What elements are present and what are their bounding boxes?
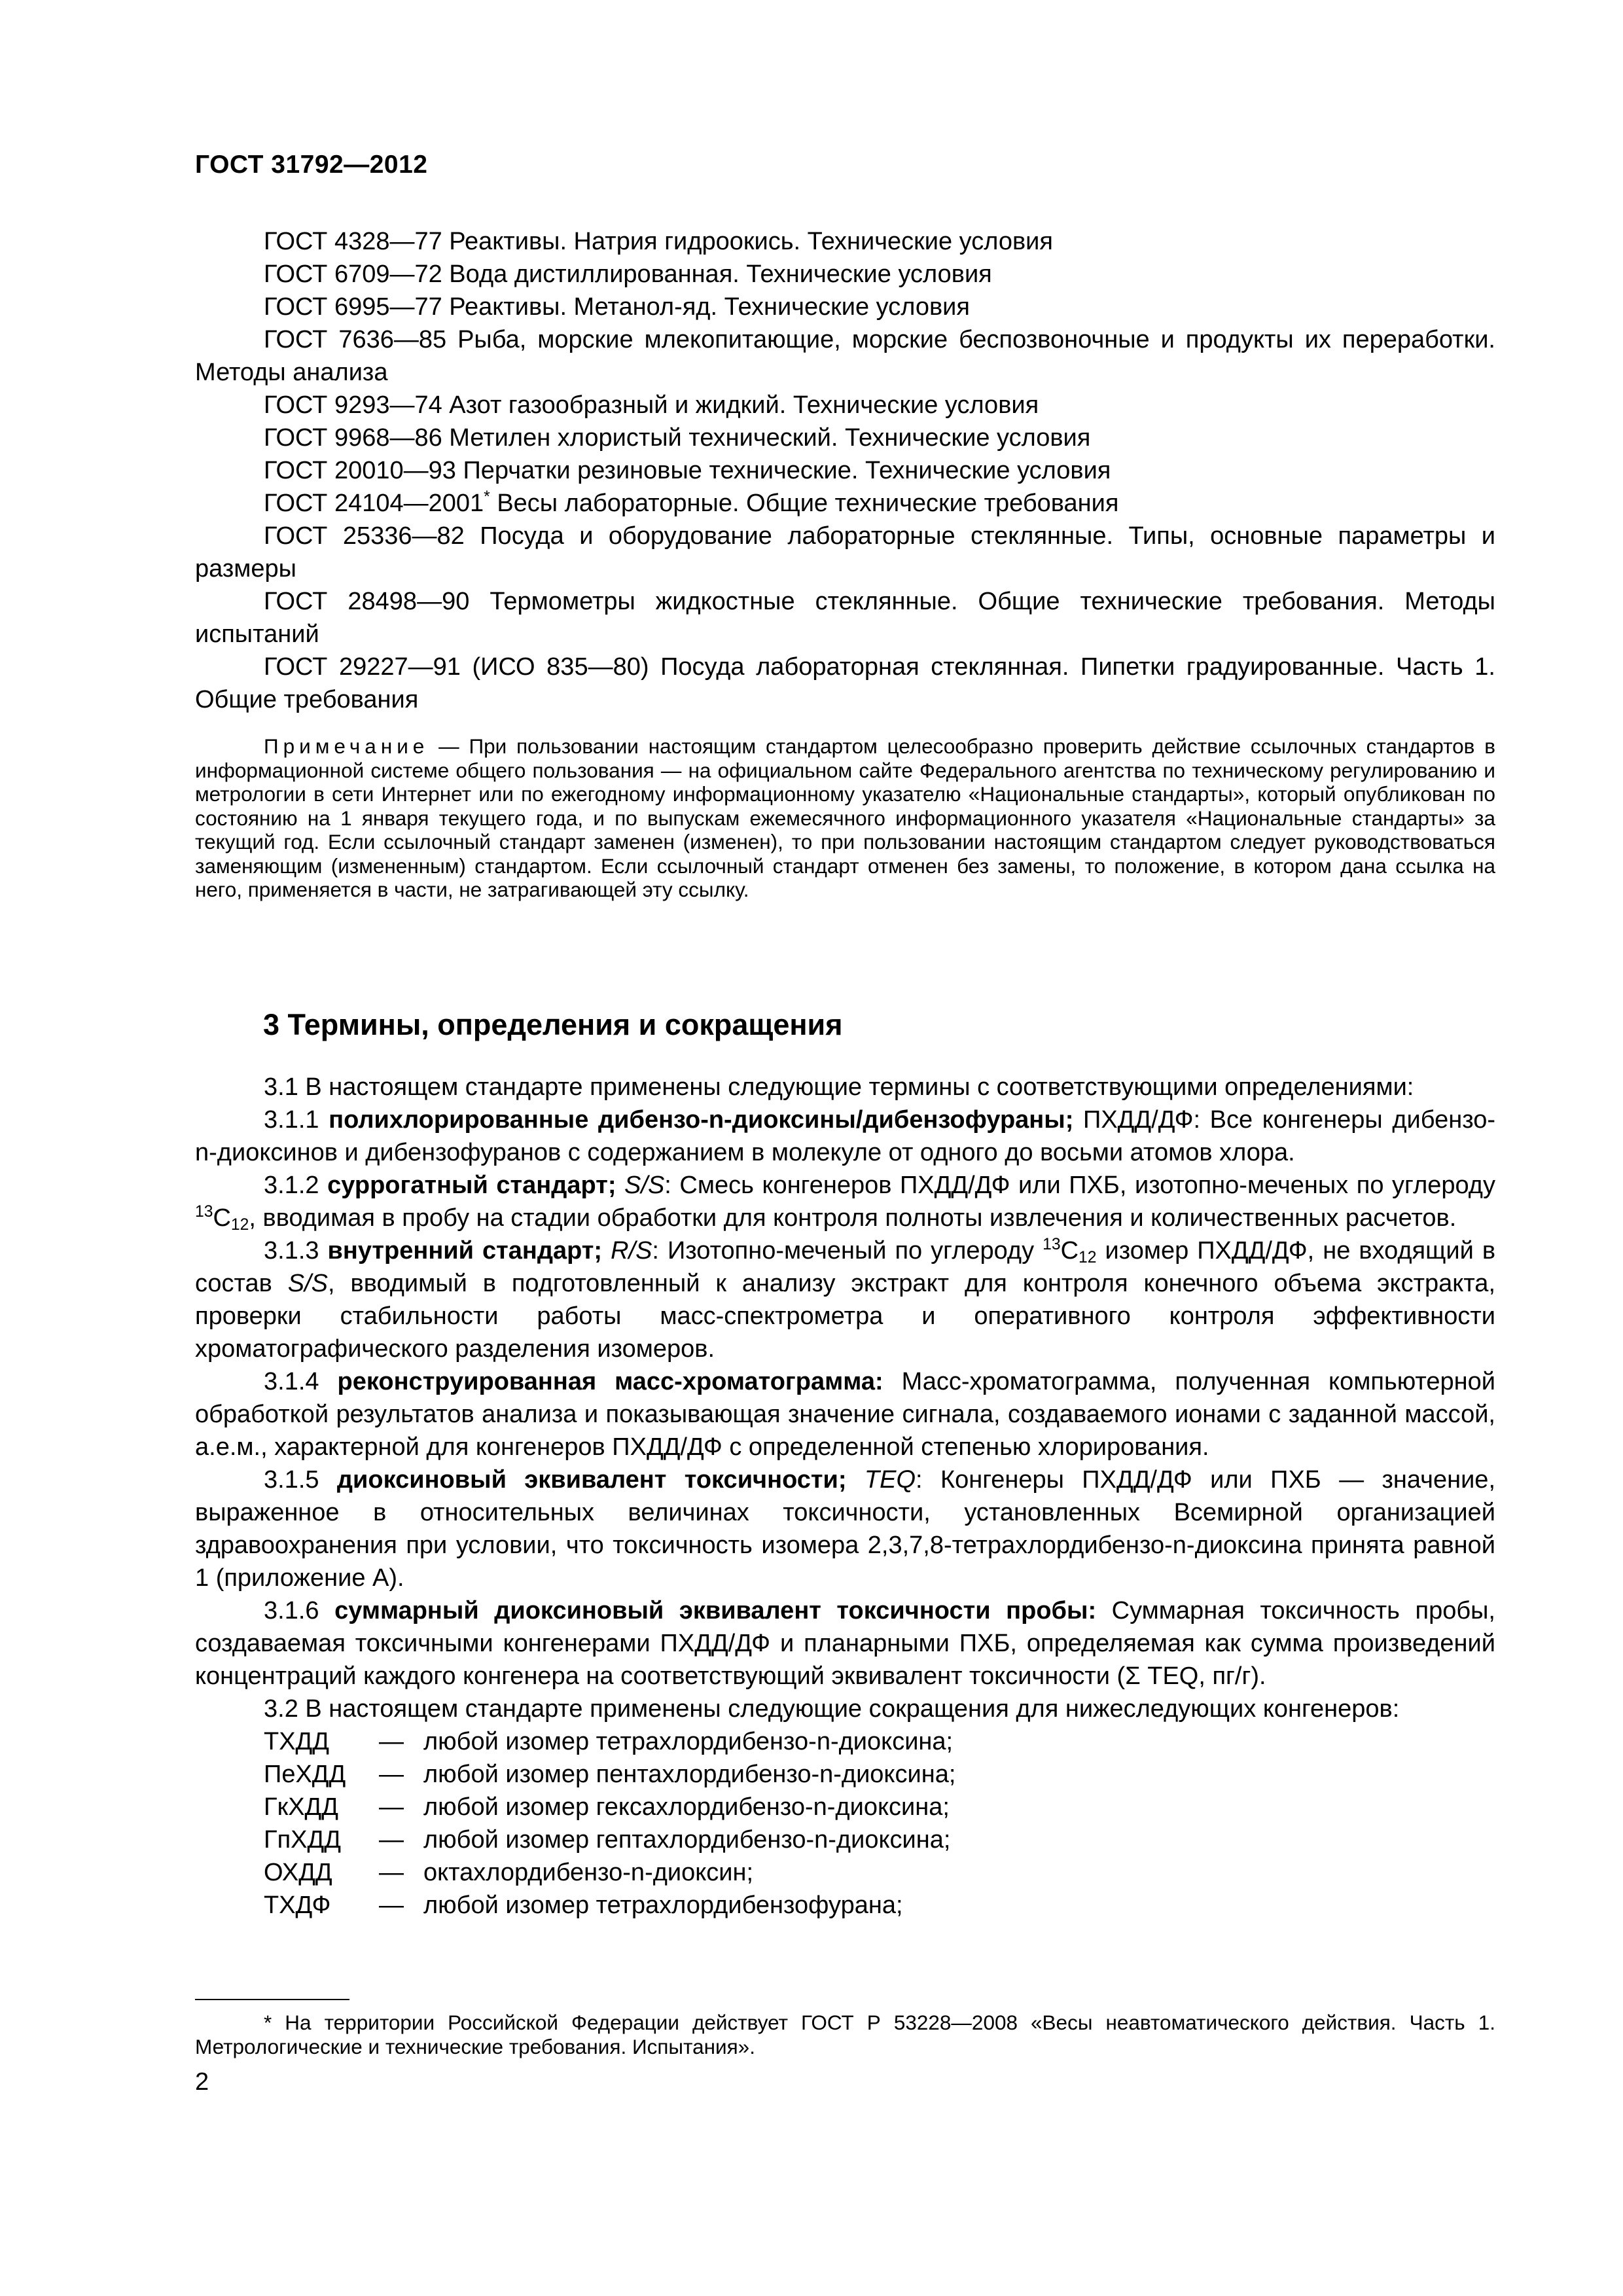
isotope-element: C	[213, 1204, 231, 1232]
abbreviation-meaning: любой изомер тетрахлордибензофурана;	[423, 1892, 903, 1919]
abbreviation-dash: —	[379, 1728, 404, 1755]
term-name: полихлорированные дибензо-n-диоксины/дибензофураны;	[329, 1106, 1074, 1134]
abbreviation-row	[195, 1889, 1495, 1922]
term-abbreviation: ПХДД/ДФ	[1073, 1106, 1194, 1134]
term-name: внутренний стандарт;	[327, 1237, 603, 1265]
reference-title: Весы лабораторные. Общие технические требования	[490, 490, 1119, 517]
term-definition: : Изотопно-меченый по углероду	[652, 1237, 1043, 1265]
footnote-separator	[195, 1999, 349, 2000]
term-number: 3.1.2	[264, 1172, 328, 1199]
term-3-1-3	[195, 1234, 1495, 1365]
abbreviation-code: ГкХДД	[264, 1793, 339, 1821]
term-name: диоксиновый эквивалент токсичности;	[336, 1466, 847, 1494]
term-3-1-4	[195, 1365, 1495, 1463]
reference-item: ГОСТ 25336—82 Посуда и оборудование лабораторные стеклянные. Типы, основные параметры и размеры	[195, 522, 1495, 583]
footnote	[195, 2011, 1495, 2059]
abbreviation-row	[195, 1823, 1495, 1856]
reference-item: ГОСТ 9968—86 Метилен хлористый технический. Технические условия	[264, 424, 1091, 452]
term-abbreviation: S/S	[624, 1172, 665, 1199]
reference-item: ГОСТ 6709—72 Вода дистиллированная. Технические условия	[264, 260, 992, 288]
isotope-mass: 13	[1043, 1236, 1061, 1254]
paragraph-3-2: 3.2 В настоящем стандарте применены следующие сокращения для нижеследующих конгенеров:	[264, 1695, 1400, 1723]
footnote-marker: *	[484, 488, 490, 507]
term-number: 3.1.6	[264, 1597, 335, 1624]
isotope-mass: 13	[195, 1203, 213, 1221]
term-3-1-6	[195, 1594, 1495, 1693]
abbreviation-meaning: любой изомер тетрахлордибензо-n-диоксина;	[423, 1728, 954, 1755]
abbreviation-row	[195, 1725, 1495, 1758]
abbreviation-meaning: октахлордибензо-n-диоксин;	[423, 1859, 754, 1886]
abbreviation-code: ПеХДД	[264, 1761, 346, 1788]
reference-item	[195, 487, 1495, 520]
note-text: — При пользовании настоящим стандартом целесообразно проверить действие ссылочных стандартов в информационной системе общего пользования — на официальном сайте Федерального агентства по техническому регулированию и метрологии в сети Интернет или по ежегодному информационному указателю «Национальные стандарты», который опубликован по состоянию на 1 января текущего года, и по выпускам ежемесячного информационного указателя «Национальные стандарты» за текущий год. Если ссылочный стандарт заменен (изменен), то при пользовании настоящим стандартом следует руководствоваться заменяющим (измененным) стандартом. Если ссылочный стандарт отменен без замены, то положение, в котором дана ссылка на него, применяется в части, не затрагивающей эту ссылку.	[195, 734, 1495, 901]
abbreviation-code: ТХДФ	[264, 1892, 331, 1919]
terms-section	[195, 1071, 1495, 1922]
term-definition: : Все конгенеры дибензо-n-диоксинов и дибензофуранов с содержанием в молекуле от одного до восьми атомов хлора.	[195, 1106, 1495, 1166]
document-header: ГОСТ 31792—2012	[195, 151, 428, 179]
reference-code: ГОСТ 24104—2001	[264, 490, 484, 517]
term-name: суммарный диоксиновый эквивалент токсичности пробы:	[334, 1597, 1097, 1624]
abbreviation-meaning: любой изомер гептахлордибензо-n-диоксина;	[423, 1826, 951, 1854]
isotope-count: 12	[1079, 1249, 1097, 1267]
reference-item: ГОСТ 29227—91 (ИСО 835—80) Посуда лабораторная стеклянная. Пипетки градуированные. Часть 1. Общие требования	[195, 653, 1495, 713]
abbreviation-dash: —	[379, 1826, 404, 1854]
abbreviation-row	[195, 1856, 1495, 1889]
abbreviation-list	[195, 1725, 1495, 1922]
reference-item: ГОСТ 9293—74 Азот газообразный и жидкий. Технические условия	[264, 391, 1039, 419]
abbreviation-code: ГпХДД	[264, 1826, 341, 1854]
abbreviation-row	[195, 1791, 1495, 1823]
abbreviation-row	[195, 1758, 1495, 1791]
term-number: 3.1.1	[264, 1106, 329, 1134]
abbreviation-dash: —	[379, 1761, 404, 1788]
term-3-1-5	[195, 1463, 1495, 1594]
note	[195, 734, 1495, 902]
isotope-element: C	[1060, 1237, 1079, 1265]
term-name: реконструированная масс-хроматограмма:	[337, 1368, 883, 1395]
term-abbreviation-ref: S/S	[287, 1270, 329, 1297]
section-title: 3 Термины, определения и сокращения	[263, 1008, 843, 1041]
footnote-marker: *	[264, 2011, 272, 2034]
term-name: суррогатный стандарт;	[327, 1172, 616, 1199]
abbreviation-dash: —	[379, 1859, 404, 1886]
abbreviation-meaning: любой изомер гексахлордибензо-n-диоксина;	[423, 1793, 950, 1821]
term-abbreviation: TEQ	[846, 1466, 916, 1494]
term-definition-cont: изомер ПХДД/ДФ, не входящий в состав	[195, 1237, 1496, 1297]
term-definition: : Конгенеры ПХДД/ДФ или ПХБ — значение, выраженное в относительных величинах токсичности, установленных Всемирной организацией здравоохранения при условии, что токсичность изомера 2,3,7,8-тетрахлордибензо-n-диоксина принята равной 1 (приложение А).	[195, 1466, 1496, 1592]
term-3-1-1	[195, 1103, 1495, 1169]
abbreviation-meaning: любой изомер пентахлордибензо-n-диоксина;	[423, 1761, 956, 1788]
reference-item: ГОСТ 28498—90 Термометры жидкостные стеклянные. Общие технические требования. Методы испытаний	[195, 588, 1495, 648]
reference-item: ГОСТ 7636—85 Рыба, морские млекопитающие, морские беспозвоночные и продукты их переработки. Методы анализа	[195, 326, 1495, 386]
abbreviation-dash: —	[379, 1793, 404, 1821]
term-definition: : Смесь конгенеров ПХДД/ДФ или ПХБ, изотопно-меченых по углероду	[664, 1172, 1495, 1199]
reference-item: ГОСТ 20010—93 Перчатки резиновые технические. Технические условия	[264, 457, 1111, 484]
note-label: Примечание	[264, 734, 429, 758]
reference-item: ГОСТ 4328—77 Реактивы. Натрия гидроокись. Технические условия	[264, 228, 1053, 255]
term-definition-end: , вводимый в подготовленный к анализу экстракт для контроля конечного объема экстракта, проверки стабильности работы масс-спектрометра и оперативного контроля эффективности хроматографического разделения изомеров.	[195, 1270, 1496, 1363]
term-definition-cont: , вводимая в пробу на стадии обработки для контроля полноты извлечения и количественных расчетов.	[249, 1204, 1457, 1232]
abbreviation-code: ОХДД	[264, 1859, 332, 1886]
term-number: 3.1.5	[264, 1466, 337, 1494]
term-definition: Масс-хроматограмма, полученная компьютерной обработкой результатов анализа и показывающая значение сигнала, создаваемого ионами с заданной массой, а.е.м., характерной для конгенеров ПХДД/ДФ с определенной степенью хлорирования.	[195, 1368, 1495, 1461]
reference-item: ГОСТ 6995—77 Реактивы. Метанол-яд. Технические условия	[264, 293, 970, 321]
term-number: 3.1.3	[264, 1237, 328, 1265]
normative-references	[195, 225, 1495, 716]
term-3-1-2	[195, 1169, 1495, 1234]
term-definition: Суммарная токсичность пробы, создаваемая токсичными конгенерами ПХДД/ДФ и планарными ПХБ, определяемая как сумма произведений концентраций каждого конгенера на соответствующий эквивалент токсичности (Σ TEQ, пг/г).	[195, 1597, 1495, 1690]
footnote-text: На территории Российской Федерации действует ГОСТ Р 53228—2008 «Весы неавтоматического действия. Часть 1. Метрологические и технические требования. Испытания».	[195, 2011, 1495, 2058]
term-number: 3.1.4	[264, 1368, 338, 1395]
abbreviation-dash: —	[379, 1892, 404, 1919]
isotope-count: 12	[230, 1216, 249, 1234]
term-abbreviation: R/S	[611, 1237, 652, 1265]
page-number: 2	[195, 2068, 209, 2096]
abbreviation-code: ТХДД	[264, 1728, 330, 1755]
paragraph-3-1: 3.1 В настоящем стандарте применены следующие термины с соответствующими определениями:	[264, 1073, 1414, 1101]
